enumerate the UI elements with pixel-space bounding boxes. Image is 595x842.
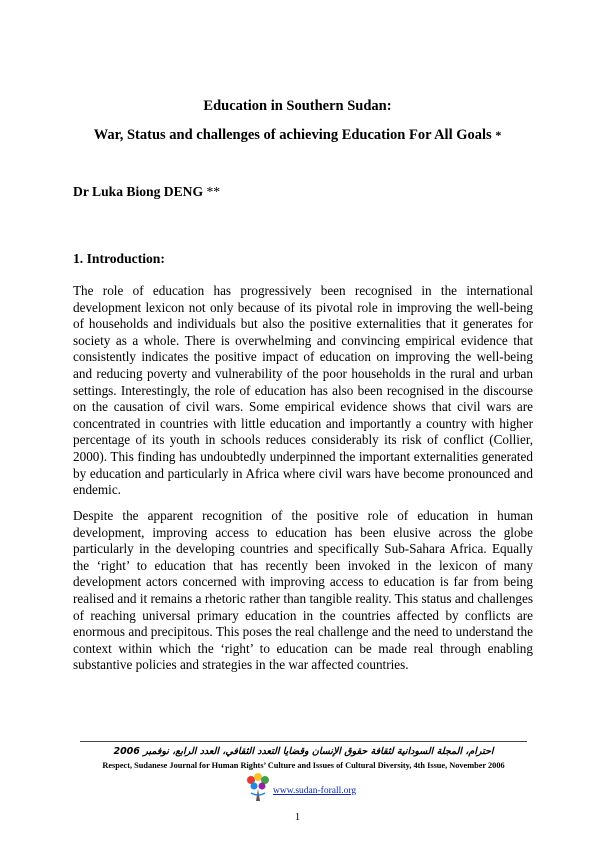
website-link[interactable]: www.sudan-forall.org: [273, 786, 357, 796]
sudan-forall-logo-icon: [243, 771, 273, 805]
author-name: Dr Luka Biong DENG: [73, 184, 204, 199]
title-footnote-marker: *: [495, 128, 502, 142]
intro-paragraph-1: The role of education has progressively been recognised in the international development lexicon not only because of its pivotal role in improving the well-being of households and individuals but also the positive externalities that it generates for society as a whole. There is overwhelming and convincing empirical evidence that consistently indicates the positive impact of education on improving the well-being and reducing poverty and vulnerability of the poor households in the rural and urban settings. Interestingly, the role of education has also been recognised in the discourse on the causation of civil wars. Some empirical evidence shows that civil wars are concentrated in countries with little education and importantly a country with higher percentage of its youth in schools reduces considerably its risk of conflict (Collier, 2000). This finding has undoubtedly underpinned the important externalities generated by education and particularly in Africa where civil wars have become pronounced and endemic.: [73, 283, 533, 498]
footer-divider: [80, 741, 527, 742]
page-number: 1: [294, 812, 301, 823]
section-heading: 1. Introduction:: [73, 251, 165, 266]
author-line: [73, 183, 220, 200]
title-line-2-text: War, Status and challenges of achieving Education For All Goals: [93, 127, 492, 143]
author-footnote-marker: **: [206, 184, 221, 199]
title-line-2: [60, 126, 535, 144]
intro-paragraph-2: Despite the apparent recognition of the positive role of education in human development, improving access to education has been elusive across the globe particularly in the developing countries and specifically Sub-Sahara Africa. Equally the ‘right’ to education that has recently been invoked in the lexicon of many development actors concerned with improving access to education is far from being realised and it remains a rhetoric rather than tangible reality. This status and challenges of reaching universal primary education in the countries affected by conflicts are enormous and precipitous. This poses the real challenge and the need to understand the context within which the ‘right’ to education can be made real through enabling substantive policies and strategies in the war affected countries.: [73, 508, 533, 673]
title-line-1: Education in Southern Sudan:: [203, 98, 392, 114]
footer-arabic-citation: احترام، المجلة السودانية لثقافة حقوق الإنسان وقضايا التعدد الثقافي، العدد الرابع، نوفمبر 2006: [113, 746, 494, 757]
footer-english-citation: Respect, Sudanese Journal for Human Rights’ Culture and Issues of Cultural Diversity, 4th Issue, November 2006: [102, 761, 505, 770]
